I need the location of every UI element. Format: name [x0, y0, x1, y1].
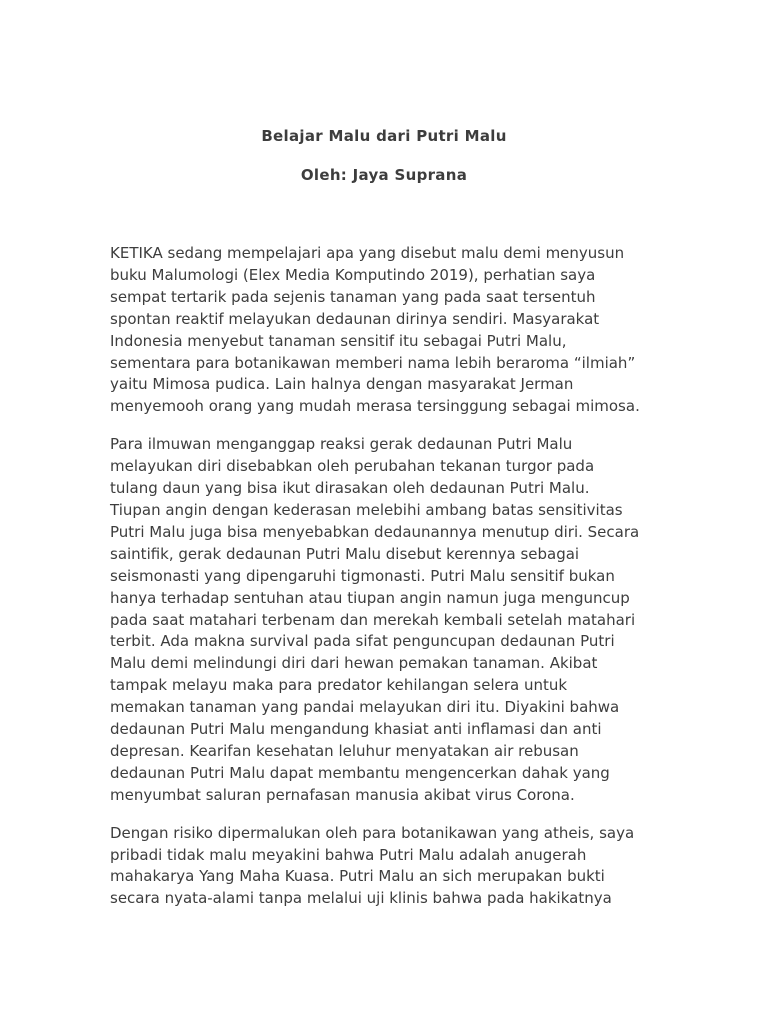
- text-line: menyemooh orang yang mudah merasa tersinggung sebagai mimosa.: [110, 397, 640, 416]
- text-line: Dengan risiko dipermalukan oleh para botanikawan yang atheis, saya: [110, 823, 635, 842]
- paragraph-2: [110, 434, 670, 806]
- text-line: tampak melayu maka para predator kehilangan selera untuk: [110, 676, 568, 695]
- text-line: terbit. Ada makna survival pada sifat penguncupan dedaunan Putri: [110, 632, 615, 651]
- text-line: menyumbat saluran pernafasan manusia akibat virus Corona.: [110, 785, 575, 804]
- text-line: mahakarya Yang Maha Kuasa. Putri Malu an sich merupakan bukti: [110, 867, 605, 886]
- text-line: dedaunan Putri Malu dapat membantu mengencerkan dahak yang: [110, 763, 610, 782]
- text-line: Para ilmuwan menganggap reaksi gerak dedaunan Putri Malu: [110, 435, 573, 454]
- text-line: hanya terhadap sentuhan atau tiupan angin namun juga menguncup: [110, 588, 630, 607]
- text-line: Indonesia menyebut tanaman sensitif itu sebagai Putri Malu,: [110, 331, 567, 350]
- text-line: KETIKA sedang mempelajari apa yang disebut malu demi menyusun: [110, 244, 625, 262]
- text-line: sementara para botanikawan memberi nama lebih beraroma “ilmiah”: [110, 353, 636, 372]
- text-line: memakan tanaman yang pandai melayukan diri itu. Diyakini bahwa: [110, 698, 620, 717]
- text-line: yaitu Mimosa pudica. Lain halnya dengan masyarakat Jerman: [110, 375, 574, 394]
- text-line: saintifik, gerak dedaunan Putri Malu disebut kerennya sebagai: [110, 544, 580, 563]
- text-line: Malu demi melindungi diri dari hewan pemakan tanaman. Akibat: [110, 654, 598, 673]
- text-line: pribadi tidak malu meyakini bahwa Putri Malu adalah anugerah: [110, 845, 587, 864]
- document-body: [110, 243, 670, 926]
- text-line: dedaunan Putri Malu mengandung khasiat anti inflamasi dan anti: [110, 720, 602, 739]
- text-line: depresan. Kearifan kesehatan leluhur menyatakan air rebusan: [110, 741, 579, 760]
- text-line: sempat tertarik pada sejenis tanaman yang pada saat tersentuh: [110, 287, 596, 306]
- paragraph-1: [110, 243, 670, 418]
- paragraph-3: [110, 823, 670, 911]
- document-title: Belajar Malu dari Putri Malu: [261, 127, 507, 145]
- text-line: buku Malumologi (Elex Media Komputindo 2019), perhatian saya: [110, 265, 596, 284]
- text-line: seismonasti yang dipengaruhi tigmonasti. Putri Malu sensitif bukan: [110, 566, 615, 585]
- text-line: Tiupan angin dengan kederasan melebihi ambang batas sensitivitas: [110, 500, 623, 519]
- text-line: spontan reaktif melayukan dedaunan dirinya sendiri. Masyarakat: [110, 309, 600, 328]
- text-line: Putri Malu juga bisa menyebabkan dedaunannya menutup diri. Secara: [110, 522, 640, 541]
- document-author: Oleh: Jaya Suprana: [300, 166, 468, 184]
- text-line: pada saat matahari terbenam dan merekah kembali setelah matahari: [110, 610, 636, 629]
- text-line: secara nyata-alami tanpa melalui uji klinis bahwa pada hakikatnya: [110, 889, 612, 908]
- text-line: melayukan diri disebabkan oleh perubahan tekanan turgor pada: [110, 457, 595, 476]
- text-line: tulang daun yang bisa ikut dirasakan oleh dedaunan Putri Malu.: [110, 479, 590, 498]
